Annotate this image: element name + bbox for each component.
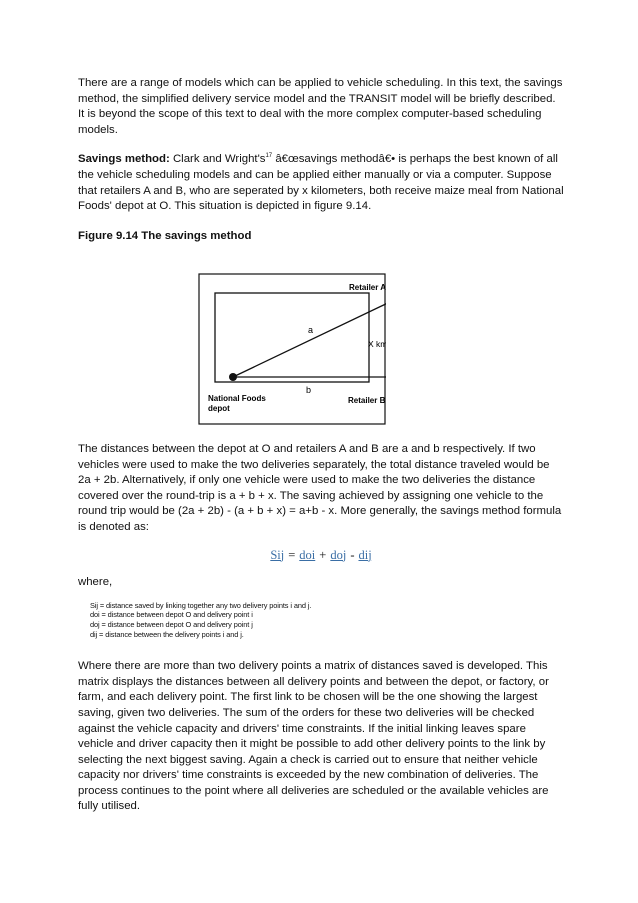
label-depot-line2: depot (208, 404, 230, 413)
intro-paragraph: There are a range of models which can be applied to vehicle scheduling. In this text, the savings method, the simplified delivery service model and the TRANSIT model will be briefly described. It is beyond the scope of this text to deal with the more complex computer-based scheduling models. (78, 77, 563, 136)
savings-method-figure (198, 273, 386, 425)
formula-sij: Sij (270, 547, 285, 562)
definition-doi: doi = distance between depot O and delivery point i (90, 610, 253, 620)
matrix-paragraph: Where there are more than two delivery points a matrix of distances saved is developed. This matrix displays the distances between all delivery points and between the depot, or factory, or farm, and each delivery point. The first link to be chosen will be the one showing the largest saving, given two deliveries. The sum of the orders for these two deliveries will be checked against the vehicle capacity and drivers' time constraints. If the initial linking leaves spare vehicle and driver capacity then it might be possible to add other delivery points to the link by selecting the next biggest saving. Again a check is carried out to ensure that neither vehicle capacity nor drivers' time constraints is exceeded by the new combination of deliveries. The process continues to the point where all deliveries are scheduled or the available vehicles are fully utilised. (78, 660, 549, 813)
formula-equals: = (288, 547, 296, 562)
formula-minus: - (350, 547, 355, 562)
definitions-list (90, 601, 564, 639)
label-side-x: X km (368, 339, 386, 349)
label-retailer-b: Retailer B (348, 396, 386, 405)
lower-content (78, 442, 564, 815)
definition-doj: doj = distance between depot O and delivery point j (90, 619, 253, 629)
label-side-b: b (306, 385, 312, 395)
savings-heading: Savings method: (78, 153, 170, 166)
label-side-a: a (308, 325, 314, 335)
label-depot-line1: National Foods (208, 394, 266, 403)
label-retailer-a: Retailer A (349, 283, 386, 292)
formula-doi: doi (299, 547, 316, 562)
savings-text-before: Clark and Wright's (172, 153, 266, 166)
definition-dij: dij = distance between the delivery points i and j. (90, 629, 244, 639)
footnote-superscript: 17 (265, 153, 273, 160)
figure-title: Figure 9.14 The savings method (78, 229, 252, 242)
document-page (78, 76, 564, 813)
savings-paragraph (78, 152, 564, 214)
formula-plus: + (319, 547, 327, 562)
where-label: where, (78, 576, 113, 589)
formula-doj: doj (330, 547, 347, 562)
formula-dij: dij (358, 547, 372, 562)
definition-sij: Sij = distance saved by linking together any two delivery points i and j. (90, 600, 312, 610)
figure-diagram (198, 273, 386, 425)
depot-point (229, 373, 237, 381)
savings-formula (78, 548, 564, 564)
distances-paragraph: The distances between the depot at O and retailers A and B are a and b respectively. If two vehicles were used to make the two deliveries separately, the total distance traveled would be 2a + 2b. Alternatively, if only one vehicle were used to make the two deliveries the distance covered over the round-trip is a + b + x. The saving achieved by assigning one vehicle to the round trip would be (2a + 2b) - (a + b + x) = a+b - x. More generally, the savings method formula is denoted as: (78, 443, 562, 533)
savings-text-after: â€œsavings methodâ€• is perhaps the best known of all the vehicle scheduling models and can be applied either manually or via a computer. Suppose that retailers A and B, who are seperated by x kilometers, both receive maize meal from National Foods' depot at O. This situation is depicted in figure 9.14. (78, 153, 564, 213)
